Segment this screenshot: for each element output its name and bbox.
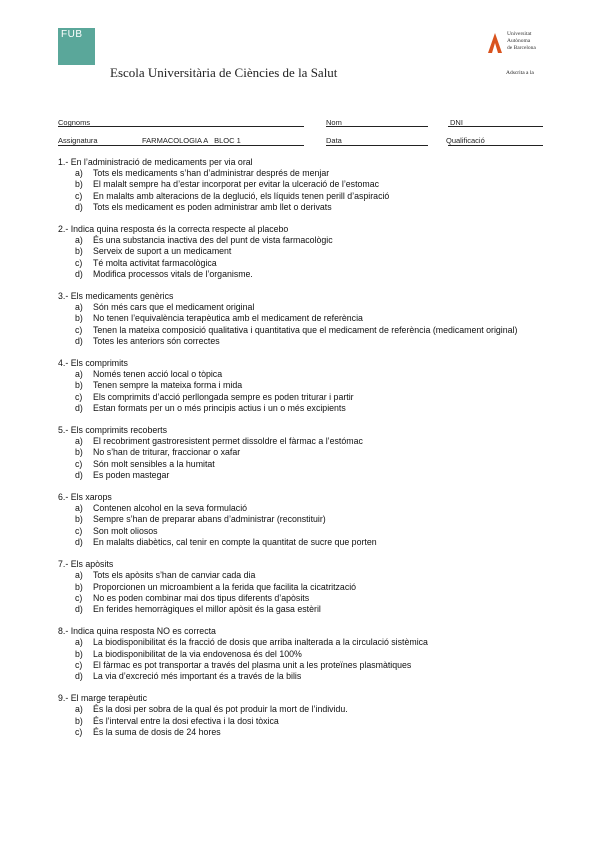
answer-option[interactable] bbox=[58, 582, 548, 593]
qualificacio-field[interactable] bbox=[448, 145, 543, 146]
option-letter: c) bbox=[75, 726, 83, 737]
option-text: Es poden mastegar bbox=[93, 469, 170, 480]
option-letter: c) bbox=[75, 659, 83, 670]
option-text: Els comprimits d’acció perllongada sempre es poden triturar i partir bbox=[93, 391, 354, 402]
university-name bbox=[507, 31, 536, 52]
option-letter: d) bbox=[75, 402, 83, 413]
option-text: En malalts amb alteracions de la deglució, els líquids tenen perill d’aspiració bbox=[93, 190, 390, 201]
option-text: És una substancia inactiva des del punt de vista farmacològic bbox=[93, 235, 333, 246]
option-letter: b) bbox=[75, 313, 83, 324]
answer-option[interactable] bbox=[58, 313, 548, 324]
answer-option[interactable] bbox=[58, 593, 548, 604]
answer-option[interactable] bbox=[58, 246, 548, 257]
option-letter: b) bbox=[75, 380, 83, 391]
nom-label: Nom bbox=[326, 118, 342, 127]
answer-option[interactable] bbox=[58, 191, 548, 202]
option-text: És l’interval entre la dosi efectiva i la dosi tòxica bbox=[93, 715, 279, 726]
answer-option[interactable] bbox=[58, 570, 548, 581]
affiliation-label: Adscrita a la bbox=[506, 70, 534, 76]
question-6 bbox=[58, 492, 548, 548]
option-text: No s’han de triturar, fraccionar o xafar bbox=[93, 447, 241, 458]
option-text: És la suma de dosis de 24 hores bbox=[93, 726, 221, 737]
answer-option[interactable] bbox=[58, 649, 548, 660]
question-list bbox=[58, 157, 548, 749]
option-text: En ferides hemorràgiques el millor apòsit és la gasa estèril bbox=[93, 603, 321, 614]
option-letter: a) bbox=[75, 503, 83, 514]
uab-logo-icon bbox=[488, 33, 502, 53]
option-letter: c) bbox=[75, 525, 83, 536]
nom-field[interactable] bbox=[326, 126, 428, 127]
question-title: 1.- En l’administració de medicaments per via oral bbox=[58, 157, 253, 167]
data-label: Data bbox=[326, 136, 342, 145]
answer-option[interactable] bbox=[58, 660, 548, 671]
answer-option[interactable] bbox=[58, 447, 548, 458]
option-letter: b) bbox=[75, 447, 83, 458]
question-8 bbox=[58, 626, 548, 682]
cognoms-label: Cognoms bbox=[58, 118, 91, 127]
option-text: La biodisponibilitat és la fracció de dosis que arriba inalterada a la circulació sistèmica bbox=[93, 637, 428, 648]
assignatura-label: Assignatura bbox=[58, 136, 98, 145]
option-letter: c) bbox=[75, 592, 83, 603]
option-letter: b) bbox=[75, 581, 83, 592]
answer-option[interactable] bbox=[58, 716, 548, 727]
option-letter: b) bbox=[75, 715, 83, 726]
option-letter: c) bbox=[75, 257, 83, 268]
option-text: Tots els medicament es poden administrar amb llet o derivats bbox=[93, 201, 332, 212]
university-line: Autònoma bbox=[507, 38, 531, 44]
option-text: Tots els medicaments s’han d’administrar després de menjar bbox=[93, 168, 330, 179]
assignatura-field[interactable] bbox=[58, 145, 304, 146]
option-letter: d) bbox=[75, 603, 83, 614]
fub-logo bbox=[58, 28, 95, 65]
university-line: Universitat bbox=[507, 31, 532, 37]
option-text: Totes les anteriors són correctes bbox=[93, 335, 220, 346]
option-text: Estan formats per un o més principis actius i un o més excipients bbox=[93, 402, 346, 413]
option-letter: d) bbox=[75, 268, 83, 279]
answer-option[interactable] bbox=[58, 470, 548, 481]
answer-option[interactable] bbox=[58, 503, 548, 514]
option-letter: d) bbox=[75, 469, 83, 480]
option-text: Són més cars que el medicament original bbox=[93, 302, 255, 313]
option-letter: d) bbox=[75, 670, 83, 681]
option-letter: a) bbox=[75, 168, 83, 179]
answer-option[interactable] bbox=[58, 671, 548, 682]
answer-option[interactable] bbox=[58, 403, 548, 414]
option-text: Tenen la mateixa composició qualitativa i quantitativa que el medicament de referència (medicament original) bbox=[93, 324, 518, 335]
option-letter: a) bbox=[75, 436, 83, 447]
option-text: El recobriment gastroresistent permet dissoldre el fàrmac a l’estómac bbox=[93, 436, 363, 447]
question-title: 8.- Indica quina resposta NO es correcta bbox=[58, 626, 216, 637]
question-1 bbox=[58, 157, 548, 213]
cognoms-field[interactable] bbox=[58, 126, 304, 127]
option-text: Té molta activitat farmacològica bbox=[93, 257, 217, 268]
answer-option[interactable] bbox=[58, 202, 548, 213]
data-field[interactable] bbox=[326, 145, 428, 146]
option-text: No tenen l’equivalència terapèutica amb el medicament de referència bbox=[93, 313, 363, 324]
option-letter: a) bbox=[75, 637, 83, 648]
option-text: El fàrmac es pot transportar a través del plasma unit a les proteïnes plasmàtiques bbox=[93, 659, 412, 670]
school-name: Escola Universitària de Ciències de la Salut bbox=[110, 65, 338, 80]
option-text: En malalts diabètics, cal tenir en compte la quantitat de sucre que porten bbox=[93, 536, 377, 547]
dni-label: DNI bbox=[450, 118, 463, 127]
question-2 bbox=[58, 224, 548, 280]
option-text: Contenen alcohol en la seva formulació bbox=[93, 503, 248, 514]
answer-option[interactable] bbox=[58, 235, 548, 246]
option-letter: b) bbox=[75, 514, 83, 525]
option-text: La via d’excreció més important és a través de la bilis bbox=[93, 670, 302, 681]
option-text: Només tenen acció local o tòpica bbox=[93, 369, 223, 380]
option-text: Serveix de suport a un medicament bbox=[93, 246, 232, 257]
option-letter: d) bbox=[75, 201, 83, 212]
answer-option[interactable] bbox=[58, 392, 548, 403]
answer-option[interactable] bbox=[58, 168, 548, 179]
answer-option[interactable] bbox=[58, 637, 548, 648]
option-letter: a) bbox=[75, 704, 83, 715]
answer-option[interactable] bbox=[58, 436, 548, 447]
option-letter: b) bbox=[75, 648, 83, 659]
option-text: Tots els apòsits s’han de canviar cada dia bbox=[93, 570, 256, 581]
answer-option[interactable] bbox=[58, 727, 548, 738]
option-text: Sempre s’han de preparar abans d’administrar (reconstituir) bbox=[93, 514, 326, 525]
dni-field[interactable] bbox=[448, 126, 543, 127]
option-letter: d) bbox=[75, 536, 83, 547]
question-3 bbox=[58, 291, 548, 347]
question-title: 9.- El marge terapèutic bbox=[58, 693, 147, 704]
answer-option[interactable] bbox=[58, 604, 548, 615]
option-text: Proporcionen un microambient a la ferida que facilita la cicatrització bbox=[93, 581, 357, 592]
answer-option[interactable] bbox=[58, 459, 548, 470]
option-letter: a) bbox=[75, 235, 83, 246]
question-9 bbox=[58, 693, 548, 738]
answer-option[interactable] bbox=[58, 179, 548, 190]
question-7 bbox=[58, 559, 548, 615]
question-title: 6.- Els xarops bbox=[58, 492, 112, 503]
option-letter: c) bbox=[75, 324, 83, 335]
option-letter: b) bbox=[75, 246, 83, 257]
answer-option[interactable] bbox=[58, 369, 548, 380]
option-text: El malalt sempre ha d’estar incorporat per evitar la ulceració de l’estomac bbox=[93, 179, 380, 190]
option-text: No es poden combinar mai dos tipus diferents d’apòsits bbox=[93, 592, 310, 603]
option-letter: a) bbox=[75, 369, 83, 380]
answer-option[interactable] bbox=[58, 514, 548, 525]
answer-option[interactable] bbox=[58, 325, 548, 336]
answer-option[interactable] bbox=[58, 269, 548, 280]
option-text: És la dosi per sobra de la qual és pot produir la mort de l’individu. bbox=[93, 704, 348, 715]
option-text: Són molt sensibles a la humitat bbox=[93, 458, 215, 469]
question-title: 5.- Els comprimits recoberts bbox=[58, 425, 168, 436]
option-text: Modifica processos vitals de l’organisme. bbox=[93, 268, 253, 279]
option-letter: c) bbox=[75, 458, 83, 469]
option-text: La biodisponibilitat de la via endovenosa és del 100% bbox=[93, 648, 302, 659]
option-letter: a) bbox=[75, 302, 83, 313]
option-text: Tenen sempre la mateixa forma i mida bbox=[93, 380, 243, 391]
question-4 bbox=[58, 358, 548, 414]
question-title: 4.- Els comprimits bbox=[58, 358, 128, 369]
answer-option[interactable] bbox=[58, 258, 548, 269]
answer-option[interactable] bbox=[58, 336, 548, 347]
option-letter: a) bbox=[75, 570, 83, 581]
question-title: 2.- Indica quina resposta és la correcta respecte al placebo bbox=[58, 224, 289, 235]
answer-option[interactable] bbox=[58, 302, 548, 313]
option-text: Son molt oliosos bbox=[93, 525, 158, 536]
option-letter: d) bbox=[75, 335, 83, 346]
option-letter: b) bbox=[75, 179, 83, 190]
fub-logo-text: FUB bbox=[61, 29, 83, 40]
answer-option[interactable] bbox=[58, 526, 548, 537]
qualificacio-label: Qualificació bbox=[446, 136, 485, 145]
question-title: 3.- Els medicaments genèrics bbox=[58, 291, 174, 302]
question-title: 7.- Els apòsits bbox=[58, 559, 114, 570]
answer-option[interactable] bbox=[58, 380, 548, 391]
answer-option[interactable] bbox=[58, 704, 548, 715]
question-5 bbox=[58, 425, 548, 481]
option-letter: c) bbox=[75, 190, 83, 201]
university-line: de Barcelona bbox=[507, 45, 536, 51]
option-letter: c) bbox=[75, 391, 83, 402]
answer-option[interactable] bbox=[58, 537, 548, 548]
assignatura-value: FARMACOLOGIA A BLOC 1 bbox=[142, 136, 241, 145]
